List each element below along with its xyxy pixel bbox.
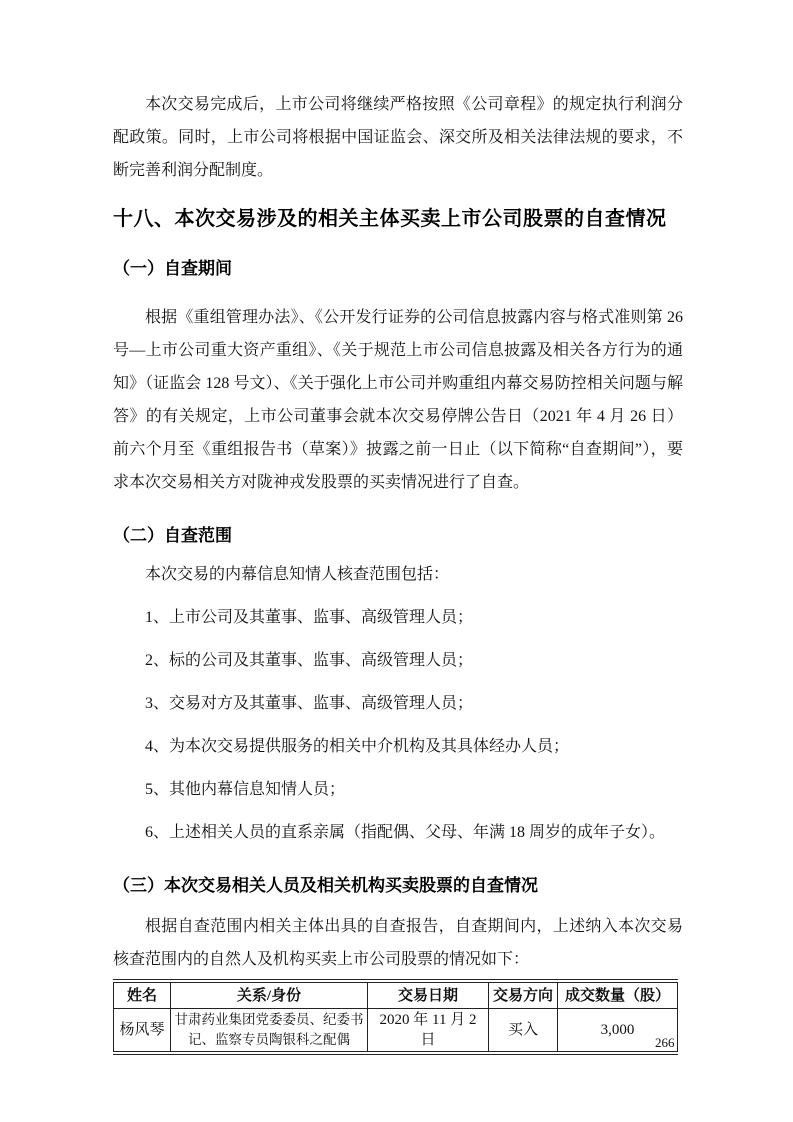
- subsection-2-title: （二）自查范围: [113, 526, 232, 545]
- self-inspection-table: [113, 979, 678, 1055]
- page-content: [113, 0, 683, 1055]
- table-header-relation: 关系/身份: [171, 981, 368, 1009]
- scope-list-item-1: 1、上市公司及其董事、监事、高级管理人员；: [145, 609, 474, 626]
- cell-relation: 甘肃药业集团党委委员、纪委书记、监察专员陶银科之配偶: [171, 1009, 368, 1054]
- scope-list-item-6: 6、上述相关人员的直系亲属（指配偶、父母、年满 18 周岁的成年子女）。: [145, 824, 666, 841]
- cell-date: 2020 年 11 月 2 日: [368, 1009, 489, 1054]
- table-header-direction: 交易方向: [489, 981, 558, 1009]
- subsection-3-title: （三）本次交易相关人员及相关机构买卖股票的自查情况: [113, 876, 538, 895]
- table-header-row: [114, 981, 678, 1009]
- table-header-date: 交易日期: [368, 981, 489, 1009]
- scope-list-item-5: 5、其他内幕信息知情人员；: [145, 781, 346, 798]
- table-row: [114, 1009, 678, 1054]
- scope-list-item-3: 3、交易对方及其董事、监事、高级管理人员；: [145, 695, 474, 712]
- cell-direction: 买入: [489, 1009, 558, 1054]
- cell-volume: 3,000: [558, 1009, 678, 1054]
- cell-name: 杨风琴: [114, 1009, 171, 1054]
- table-header-name: 姓名: [114, 981, 171, 1009]
- scope-lead-paragraph: 本次交易的内幕信息知情人核查范围包括：: [145, 566, 450, 583]
- section-title: 十八、本次交易涉及的相关主体买卖上市公司股票的自查情况: [113, 208, 667, 230]
- subsection-1-paragraph: 根据《重组管理办法》、《公开发行证券的公司信息披露内容与格式准则第 26 号—上市公司重大资产重组》、《关于规范上市公司信息披露及相关各方行为的通知》（证监会 128 号文）、《关于强化上市公司并购重组内幕交易防控相关问题与解答》的有关规定，上市公司董事会就本次交易停牌公告日（2021 年 4 月 26 日）前六个月至《重组报告书（草案）》披露之前一日止（以下简称“自查期间”），要求本次交易相关方对陇神戎发股票的买卖情况进行了自查。: [113, 309, 683, 491]
- page-number: 266: [655, 1035, 675, 1050]
- subsection-3-paragraph: 根据自查范围内相关主体出具的自查报告，自查期间内，上述纳入本次交易核查范围内的自然人及机构买卖上市公司股票的情况如下：: [113, 918, 683, 968]
- scope-list-item-2: 2、标的公司及其董事、监事、高级管理人员；: [145, 652, 474, 669]
- scope-list-item-4: 4、为本次交易提供服务的相关中介机构及其具体经办人员；: [145, 738, 570, 755]
- intro-paragraph: 本次交易完成后，上市公司将继续严格按照《公司章程》的规定执行利润分配政策。同时，上市公司将根据中国证监会、深交所及相关法律法规的要求，不断完善利润分配制度。: [113, 96, 683, 179]
- table-header-volume: 成交数量（股）: [558, 981, 678, 1009]
- subsection-1-title: （一）自查期间: [113, 259, 232, 278]
